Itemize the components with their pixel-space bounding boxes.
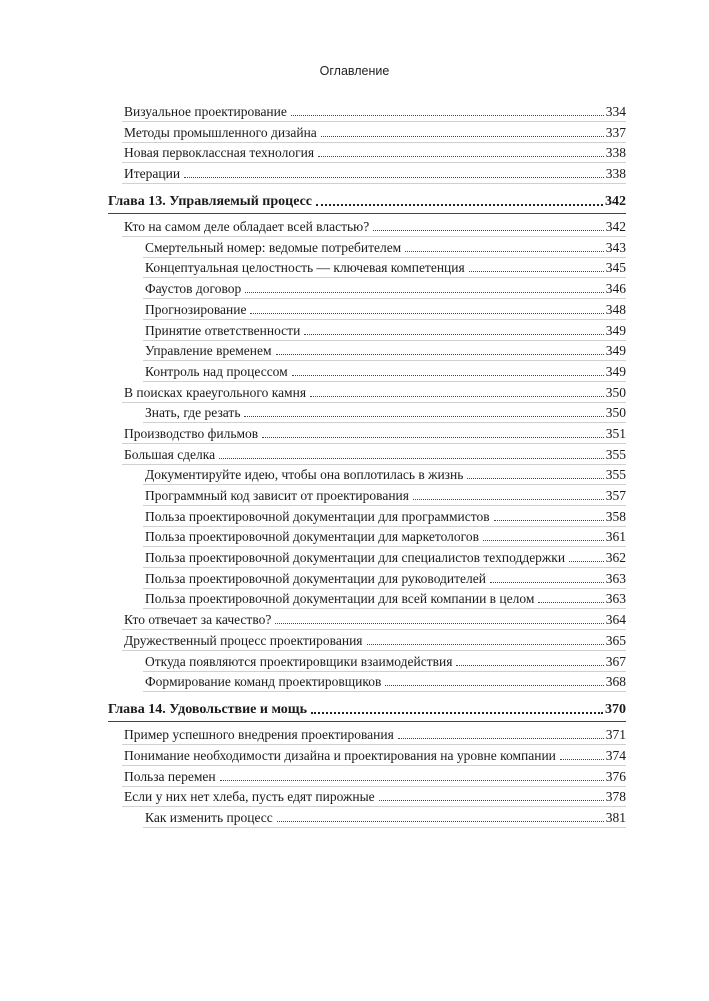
toc-entry-page-number: 338 <box>605 166 626 182</box>
toc-entry <box>108 631 626 650</box>
toc-entry-title: Польза проектировочной документации для специалистов техподдержки <box>145 550 566 566</box>
dot-leader <box>483 540 604 541</box>
dot-leader <box>569 561 604 562</box>
toc-chapter-entry <box>108 700 626 719</box>
toc-entry-title: Польза проектировочной документации для всей компании в целом <box>145 591 535 607</box>
toc-entry-page-number: 362 <box>605 550 626 566</box>
toc-entry-page-number: 334 <box>605 104 626 119</box>
dot-leader <box>405 251 604 252</box>
toc-entry <box>108 445 626 464</box>
toc-entry-title: Принятие ответственности <box>145 322 301 338</box>
toc-entry-title: Смертельный номер: ведомые потребителем <box>145 239 402 255</box>
toc-entry <box>108 164 626 183</box>
toc-entry-page-number: 342 <box>605 194 626 210</box>
dot-leader <box>311 712 603 714</box>
toc-entry-page-number: 368 <box>605 674 626 690</box>
toc-entry-page-number: 378 <box>605 789 626 805</box>
toc-entry <box>108 102 626 121</box>
toc-entry-title: Глава 13. Управляемый процесс <box>108 194 313 210</box>
toc-entry-title: Глава 14. Удовольствие и мощь <box>108 702 308 718</box>
toc-entry-title: Производство фильмов <box>124 425 259 441</box>
toc-entry-title: Контроль над процессом <box>145 363 288 379</box>
toc-entry <box>108 403 626 422</box>
dot-leader <box>318 156 604 157</box>
toc-entry-page-number: 349 <box>605 343 626 359</box>
toc-entry-page-number: 367 <box>605 653 626 669</box>
toc-entry-title: Документируйте идею, чтобы она воплотилась в жизнь <box>145 467 464 483</box>
dot-leader <box>316 204 603 206</box>
toc-entry <box>108 279 626 298</box>
toc-entry-title: Итерации <box>124 166 181 182</box>
toc-entry-title: Пример успешного внедрения проектирования <box>124 727 394 743</box>
dot-leader <box>494 520 604 521</box>
toc-entry-page-number: 349 <box>605 322 626 338</box>
toc-entry <box>108 217 626 236</box>
dot-leader <box>262 437 604 438</box>
toc-entry-title: Дружественный процесс проектирования <box>124 632 363 648</box>
toc-entry-title: Если у них нет хлеба, пусть едят пирожные <box>124 789 375 805</box>
dot-leader <box>304 334 603 335</box>
toc-entry-page-number: 346 <box>605 281 626 297</box>
toc-entry-title: Польза перемен <box>124 768 216 784</box>
toc-entry-title: В поисках краеугольного камня <box>124 384 307 400</box>
toc-entry <box>108 383 626 402</box>
toc-entry-title: Визуальное проектирование <box>124 104 287 119</box>
toc-entry-page-number: 355 <box>605 467 626 483</box>
toc-entry <box>108 143 626 162</box>
toc-entry-page-number: 349 <box>605 363 626 379</box>
toc-entry-title: Фаустов договор <box>145 281 242 297</box>
toc-entry-page-number: 342 <box>605 219 626 235</box>
toc-entry <box>108 123 626 142</box>
dot-leader <box>219 458 604 459</box>
dot-leader <box>321 136 604 137</box>
dot-leader <box>367 644 604 645</box>
toc-entry-page-number: 365 <box>605 632 626 648</box>
toc-entry-title: Методы промышленного дизайна <box>124 124 317 140</box>
table-of-contents <box>108 102 626 829</box>
dot-leader <box>456 665 603 666</box>
dot-leader <box>310 396 604 397</box>
toc-entry-page-number: 355 <box>605 446 626 462</box>
dot-leader <box>469 271 604 272</box>
dot-leader <box>413 499 604 500</box>
toc-entry-page-number: 348 <box>605 301 626 317</box>
toc-entry-title: Откуда появляются проектировщики взаимодействия <box>145 653 453 669</box>
toc-entry <box>108 767 626 786</box>
dot-leader <box>379 800 604 801</box>
toc-entry <box>108 672 626 691</box>
dot-leader <box>467 478 603 479</box>
toc-entry <box>108 746 626 765</box>
dot-leader <box>373 230 604 231</box>
toc-entry-page-number: 374 <box>605 747 626 763</box>
dot-leader <box>184 177 604 178</box>
toc-entry-title: Концептуальная целостность — ключевая компетенция <box>145 260 465 276</box>
toc-entry-title: Польза проектировочной документации для руководителей <box>145 570 486 586</box>
dot-leader <box>250 313 603 314</box>
toc-entry-page-number: 343 <box>605 239 626 255</box>
toc-entry-page-number: 357 <box>605 488 626 503</box>
dot-leader <box>291 115 604 116</box>
toc-entry-title: Польза проектировочной документации для программистов <box>145 508 490 524</box>
toc-entry <box>108 787 626 806</box>
toc-entry <box>108 486 626 505</box>
dot-leader <box>277 821 604 822</box>
toc-entry-page-number: 338 <box>605 145 626 161</box>
dot-leader <box>490 582 604 583</box>
toc-entry-page-number: 350 <box>605 405 626 421</box>
toc-entry-page-number: 351 <box>605 425 626 441</box>
toc-entry-title: Как изменить процесс <box>145 809 273 825</box>
dot-leader <box>276 354 604 355</box>
toc-entry <box>108 808 626 827</box>
dot-leader <box>385 685 603 686</box>
toc-entry-title: Программный код зависит от проектирования <box>145 488 409 503</box>
toc-entry <box>108 238 626 257</box>
toc-entry-title: Кто отвечает за качество? <box>124 612 272 628</box>
toc-entry-title: Формирование команд проектировщиков <box>145 674 382 690</box>
toc-entry <box>108 652 626 671</box>
dot-leader <box>292 375 604 376</box>
toc-entry <box>108 341 626 360</box>
toc-entry-title: Новая первоклассная технология <box>124 145 315 161</box>
dot-leader <box>398 738 604 739</box>
toc-entry-page-number: 363 <box>605 591 626 607</box>
toc-entry <box>108 321 626 340</box>
toc-entry <box>108 465 626 484</box>
toc-entry <box>108 589 626 608</box>
toc-entry <box>108 362 626 381</box>
toc-entry <box>108 300 626 319</box>
toc-entry-page-number: 376 <box>605 768 626 784</box>
toc-entry <box>108 569 626 588</box>
dot-leader <box>245 292 603 293</box>
toc-entry <box>108 507 626 526</box>
toc-chapter-entry <box>108 192 626 211</box>
toc-entry-title: Знать, где резать <box>145 405 241 421</box>
toc-entry <box>108 527 626 546</box>
toc-entry-page-number: 345 <box>605 260 626 276</box>
toc-entry-page-number: 358 <box>605 508 626 524</box>
dot-leader <box>538 602 603 603</box>
toc-entry-page-number: 363 <box>605 570 626 586</box>
running-header: Оглавление <box>319 64 390 78</box>
toc-entry-page-number: 370 <box>605 702 626 718</box>
toc-entry-title: Кто на самом деле обладает всей властью? <box>124 219 370 235</box>
toc-entry <box>108 725 626 744</box>
toc-entry-title: Понимание необходимости дизайна и проектирования на уровне компании <box>124 747 556 763</box>
toc-entry-page-number: 350 <box>605 384 626 400</box>
toc-entry-page-number: 381 <box>605 809 626 825</box>
toc-entry <box>108 258 626 277</box>
toc-entry <box>108 424 626 443</box>
toc-entry-page-number: 364 <box>605 612 626 628</box>
dot-leader <box>244 416 603 417</box>
toc-entry-title: Большая сделка <box>124 446 216 462</box>
toc-entry <box>108 610 626 629</box>
toc-entry-page-number: 361 <box>605 529 626 545</box>
toc-entry-title: Управление временем <box>145 343 272 359</box>
toc-entry <box>108 548 626 567</box>
dot-leader <box>220 780 604 781</box>
toc-entry-page-number: 337 <box>605 124 626 140</box>
toc-entry-title: Польза проектировочной документации для маркетологов <box>145 529 479 545</box>
toc-entry-title: Прогнозирование <box>145 301 247 317</box>
dot-leader <box>560 759 604 760</box>
dot-leader <box>275 623 603 624</box>
toc-entry-page-number: 371 <box>605 727 626 743</box>
